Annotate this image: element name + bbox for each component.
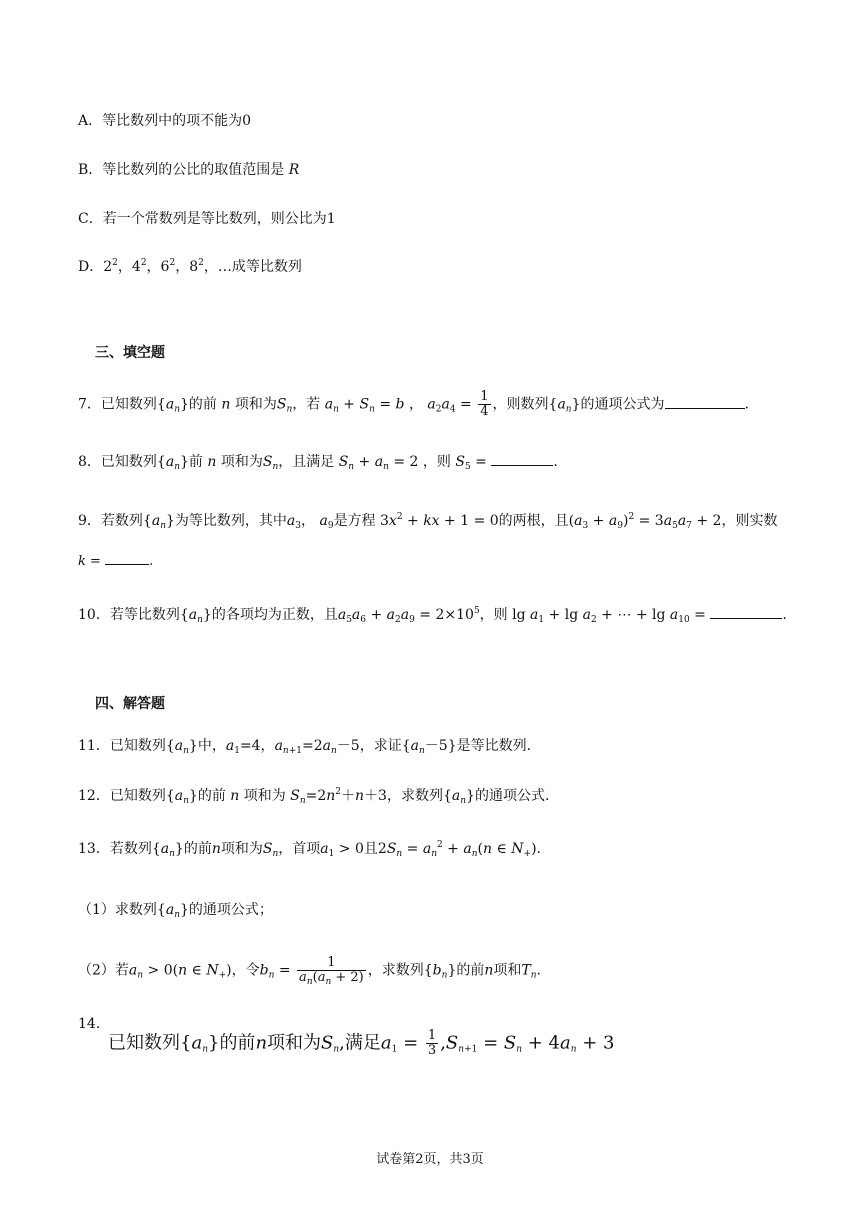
question-14: 已知数列$\{a_n\}$的前n项和为$S_n$,满足$a_1$ = $\frac{1}{3}$ $,S_{n+1} = S_n + 4a_n + 3$ xyxy=(108,1028,615,1058)
question-7: 7．已知数列$\{a_n\}$的前 n 项和为$S_n$，若 $a_n + S_n = b$ ， $a_2a_4$ = $\frac{1}{4}$ ，则数列$\{a_n\}$的通项公式为 . xyxy=(78,389,749,419)
question-12: 12．已知数列$\{a_n\}$的前 n 项和为 $S_n=2n^2+n+3$，求数列$\{a_n\}$的通项公式. xyxy=(78,787,550,806)
section-fill-heading: 三、填空题 xyxy=(95,345,165,361)
question-13-part-2: （2）若$a_n > 0(n$ ∈ $N_+$)，令$b_n$ = $\frac{1}{a_n(a_n + 2)}$ ，求数列$\{b_n\}$的前n项和$T_n$. xyxy=(78,955,541,987)
question-13-part-1: （1）求数列$\{a_n\}$的通项公式； xyxy=(78,902,273,920)
question-8: 8．已知数列$\{a_n\}$前 n 项和为$S_n$，且满足 $S_n + a_n = 2$ ，则 $S_5$ = . xyxy=(78,451,558,472)
question-11: 11．已知数列$\{a_n\}$中，$a_1=4$，$a_{n+1}=2a_n-5$，求证$\{a_n-5\}$是等比数列. xyxy=(78,738,532,756)
question-13: 13．若数列$\{a_n\}$的前n项和为$S_n$，首项$a_1 > 0$且$2S_n = a_n^2 + a_n(n$ ∈ $N_+$). xyxy=(78,840,542,859)
question-9: 9．若数列$\{a_n\}$为等比数列，其中$a_3$， $a_9$是方程 $3x^2$ + kx + 1 = 0的两根，且$(a_3 + a_9)^2 = 3a_5a_7 + 2$，则实数 xyxy=(78,512,778,531)
question-9-blank: k = . xyxy=(78,550,153,572)
option-c: C．若一个常数列是等比数列，则公比为1 xyxy=(78,211,336,227)
question-10: 10．若等比数列$\{a_n\}$的各项均为正数，且$a_5a_6 + a_2a_9 = 2\times 10^5$，则 $\lg a_1 + \lg a_2$ + ⋯ + $\lg a_{10}$ = . xyxy=(78,606,787,625)
option-a: A．等比数列中的项不能为0 xyxy=(78,113,252,129)
question-14-number: 14． xyxy=(78,1016,110,1032)
section-answer-heading: 四、解答题 xyxy=(95,696,165,712)
page-footer: 试卷第2页，共3页 xyxy=(376,1152,484,1167)
option-d: D．$2^2$，$4^2$，$6^2$，$8^2$，…成等比数列 xyxy=(78,258,302,275)
option-b: B．等比数列的公比的取值范围是 R xyxy=(78,162,300,178)
